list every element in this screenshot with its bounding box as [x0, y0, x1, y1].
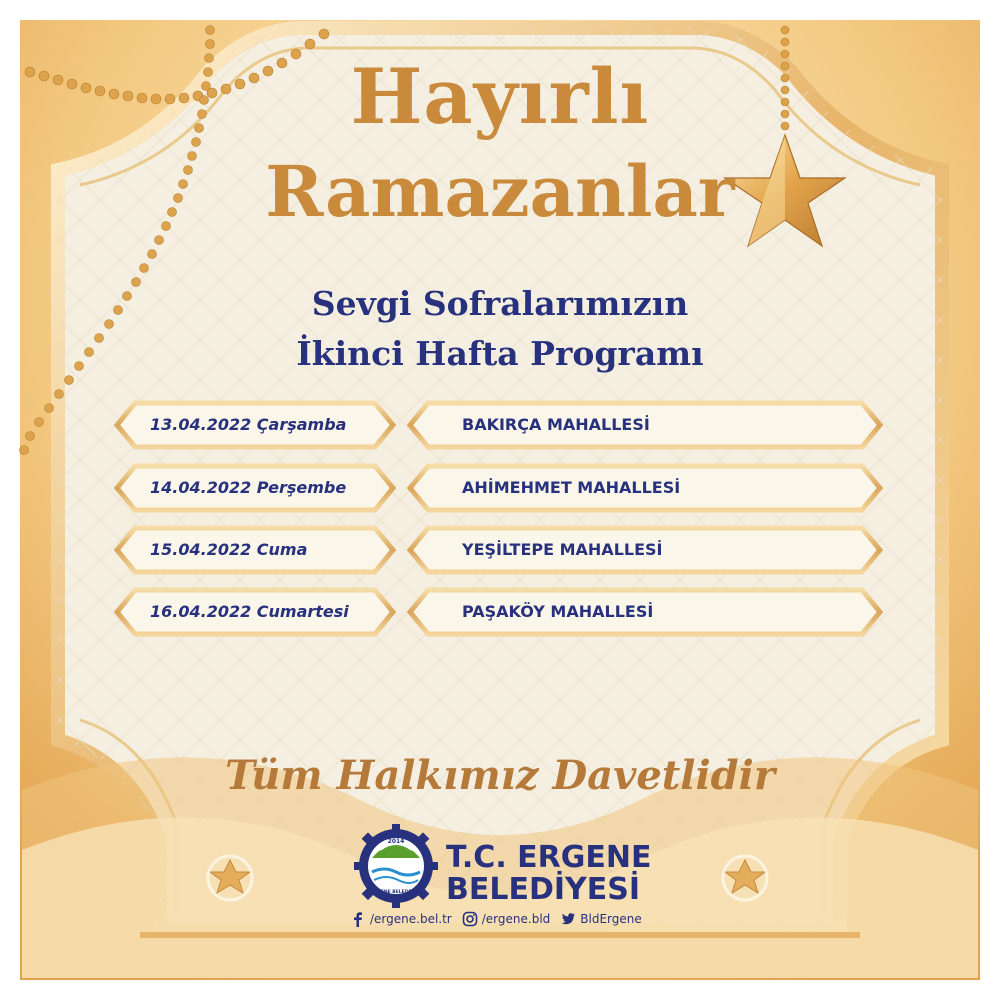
organization-name-line-2: BELEDİYESİ — [446, 872, 641, 907]
schedule-date: 13.04.2022 Çarşamba — [150, 415, 347, 434]
logo-text: ERGENE BELEDİYESİ — [370, 890, 422, 895]
twitter-handle[interactable]: BldErgene — [580, 912, 642, 926]
subtitle-line-2: İkinci Hafta Programı — [296, 334, 704, 373]
instagram-handle[interactable]: /ergene.bld — [481, 912, 551, 926]
schedule-date: 15.04.2022 Cuma — [150, 540, 308, 559]
facebook-icon — [350, 911, 366, 927]
schedule-date: 14.04.2022 Perşembe — [150, 478, 347, 497]
schedule-date: 16.04.2022 Cumartesi — [150, 602, 349, 621]
title-line-1: Hayırlı — [350, 52, 650, 141]
schedule-place: AHİMEHMET MAHALLESİ — [462, 478, 681, 497]
twitter-icon — [560, 911, 576, 927]
instagram-icon — [462, 911, 478, 927]
invitation-text: Tüm Halkımız Davetlidir — [225, 752, 775, 799]
logo-year: 2014 — [387, 838, 405, 845]
schedule-place: YEŞİLTEPE MAHALLESİ — [462, 540, 663, 559]
title-line-2: Ramazanlar — [265, 150, 735, 233]
schedule-place: PAŞAKÖY MAHALLESİ — [462, 602, 654, 621]
facebook-handle[interactable]: /ergene.bel.tr — [370, 912, 452, 926]
organization-name-line-1: T.C. ERGENE — [446, 840, 652, 875]
municipality-logo — [354, 824, 438, 908]
social-links — [350, 909, 652, 929]
subtitle-line-1: Sevgi Sofralarımızın — [311, 284, 689, 323]
schedule-place: BAKIRÇA MAHALLESİ — [462, 415, 650, 434]
